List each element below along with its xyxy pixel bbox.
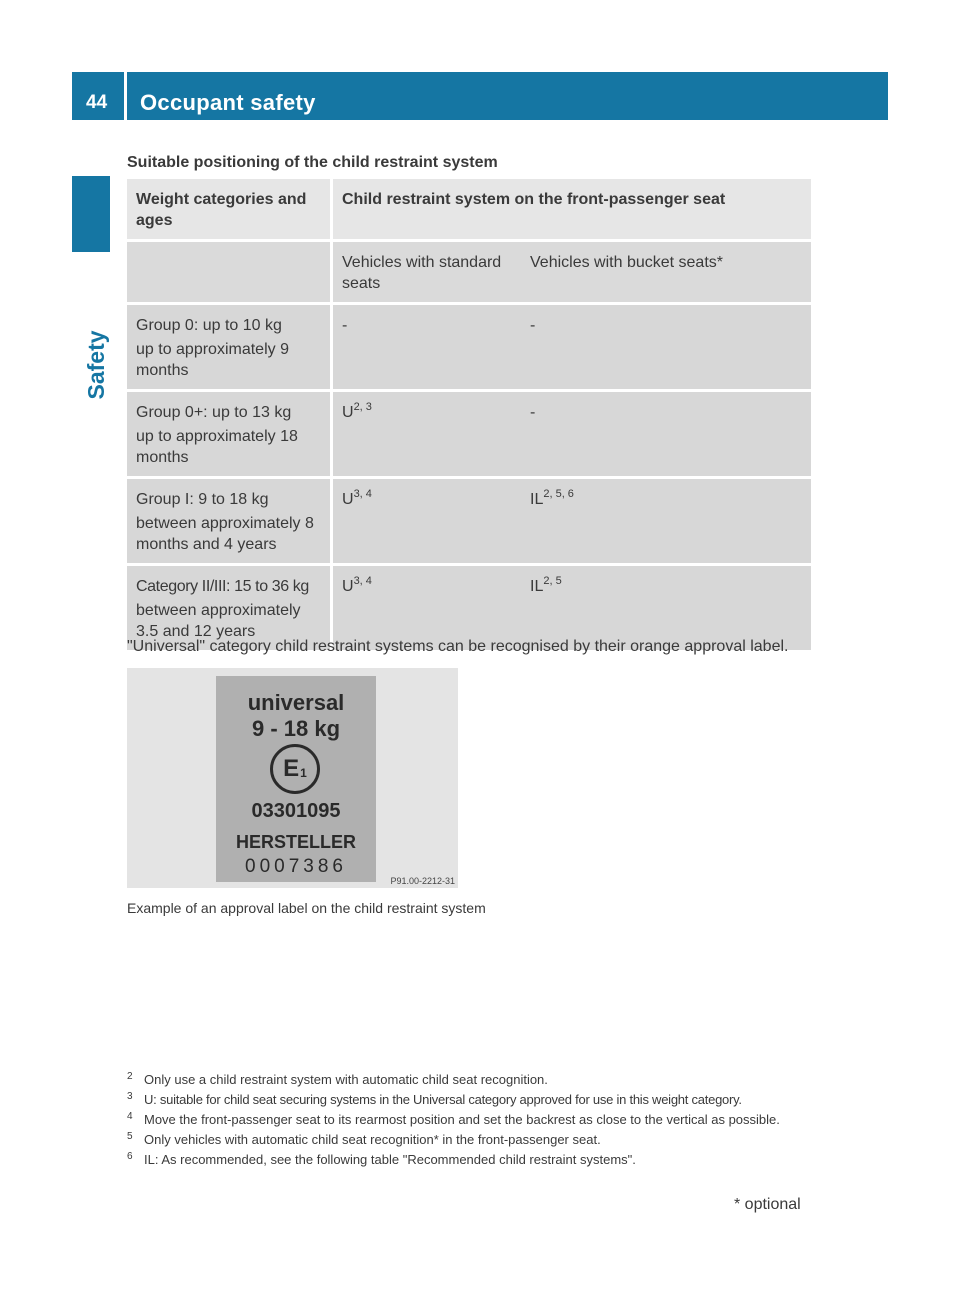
footnote-number: 6 xyxy=(127,1151,133,1162)
footnote xyxy=(127,1072,827,1088)
standard-seat-cell xyxy=(333,305,521,392)
standard-footnote-ref: 3, 4 xyxy=(353,575,372,587)
age-text: up to approximately 9 months xyxy=(136,341,289,379)
bucket-seat-cell xyxy=(521,479,811,566)
page-title: Occupant safety xyxy=(140,90,316,115)
group-text: Group 0+: up to 13 kg xyxy=(136,404,292,421)
bucket-value: - xyxy=(530,317,536,334)
header-divider xyxy=(124,72,127,120)
approval-label-figure xyxy=(127,668,458,888)
footnote-text: Only vehicles with automatic child seat recognition* in the front-passenger seat. xyxy=(144,1132,601,1147)
age-text: between approximately 8 months and 4 years xyxy=(136,515,314,553)
footnote-text: U: suitable for child seat securing systems in the Universal category approved for use in this weight category. xyxy=(144,1092,742,1107)
footnote-text: Only use a child restraint system with automatic child seat recognition. xyxy=(144,1072,548,1087)
bucket-footnote-ref: 2, 5 xyxy=(543,575,562,587)
footnote xyxy=(127,1152,827,1168)
footnote xyxy=(127,1092,827,1108)
approval-label xyxy=(216,676,376,882)
optional-note: * optional xyxy=(734,1196,801,1213)
group-text: Group 0: up to 10 kg xyxy=(136,317,282,334)
standard-footnote-ref: 3, 4 xyxy=(353,488,372,500)
footnote-number: 5 xyxy=(127,1131,133,1142)
figure-reference: P91.00-2212-31 xyxy=(390,876,455,886)
label-manufacturer: HERSTELLER xyxy=(235,832,356,852)
footnote-number: 4 xyxy=(127,1111,133,1122)
table-header-row xyxy=(127,179,811,242)
table-row xyxy=(127,479,811,566)
page-number: 44 xyxy=(86,92,108,113)
standard-seat-cell xyxy=(333,392,521,479)
standard-footnote-ref: 2, 3 xyxy=(353,401,372,413)
bucket-value: IL xyxy=(530,491,544,508)
weight-cell xyxy=(127,479,333,566)
standard-seat-cell xyxy=(333,479,521,566)
subheader-bucket-seats: Vehicles with bucket seats* xyxy=(521,242,811,305)
footnote-number: 3 xyxy=(127,1091,133,1102)
standard-value: U xyxy=(342,578,354,595)
label-weight-text: 9 - 18 kg xyxy=(251,716,341,741)
figure-caption: Example of an approval label on the child restraint system xyxy=(127,900,486,916)
footnotes xyxy=(127,1072,827,1172)
side-tab-block xyxy=(72,176,110,252)
weight-cell xyxy=(127,392,333,479)
child-restraint-table xyxy=(127,179,811,653)
universal-category-note: "Universal" category child restraint systems can be recognised by their orange approval label. xyxy=(127,638,789,655)
bucket-seat-cell xyxy=(521,305,811,392)
group-text: Group I: 9 to 18 kg xyxy=(136,491,269,508)
section-title: Suitable positioning of the child restraint system xyxy=(127,154,498,171)
bucket-value: IL xyxy=(530,578,544,595)
subheader-standard-seats: Vehicles with standard seats xyxy=(333,242,521,305)
bucket-footnote-ref: 2, 5, 6 xyxy=(543,488,574,500)
bucket-seat-cell xyxy=(521,392,811,479)
age-text: between approximately 3.5 and 12 years xyxy=(136,602,301,640)
standard-value: U xyxy=(342,404,354,421)
subheader-empty xyxy=(127,242,333,305)
header-front-passenger-seat: Child restraint system on the front-passenger seat xyxy=(333,179,811,242)
age-text: up to approximately 18 months xyxy=(136,428,298,466)
page-header xyxy=(72,72,888,120)
footnote xyxy=(127,1112,827,1128)
label-approval-number: 03301095 xyxy=(251,800,341,822)
footnote-number: 2 xyxy=(127,1071,133,1082)
group-text: Category II/III: 15 to 36 kg xyxy=(136,578,309,595)
footnote xyxy=(127,1132,827,1148)
standard-value: U xyxy=(342,491,354,508)
e-mark-letter: E xyxy=(283,755,300,782)
header-weight-categories: Weight categories and ages xyxy=(127,179,333,242)
e-mark-digit: 1 xyxy=(300,766,307,780)
weight-cell xyxy=(127,305,333,392)
bucket-value: - xyxy=(530,404,536,421)
table-row xyxy=(127,305,811,392)
table-row xyxy=(127,392,811,479)
table-subheader-row xyxy=(127,242,811,305)
label-category-text: universal xyxy=(247,690,345,715)
e-mark-icon xyxy=(270,744,320,794)
footnote-text: Move the front-passenger seat to its rearmost position and set the backrest as close to the vertical as possible. xyxy=(144,1112,780,1127)
standard-value: - xyxy=(342,317,348,334)
side-tab-label: Safety xyxy=(82,330,109,400)
label-code: 0007386 xyxy=(245,856,347,877)
footnote-text: IL: As recommended, see the following table "Recommended child restraint systems". xyxy=(144,1152,636,1167)
